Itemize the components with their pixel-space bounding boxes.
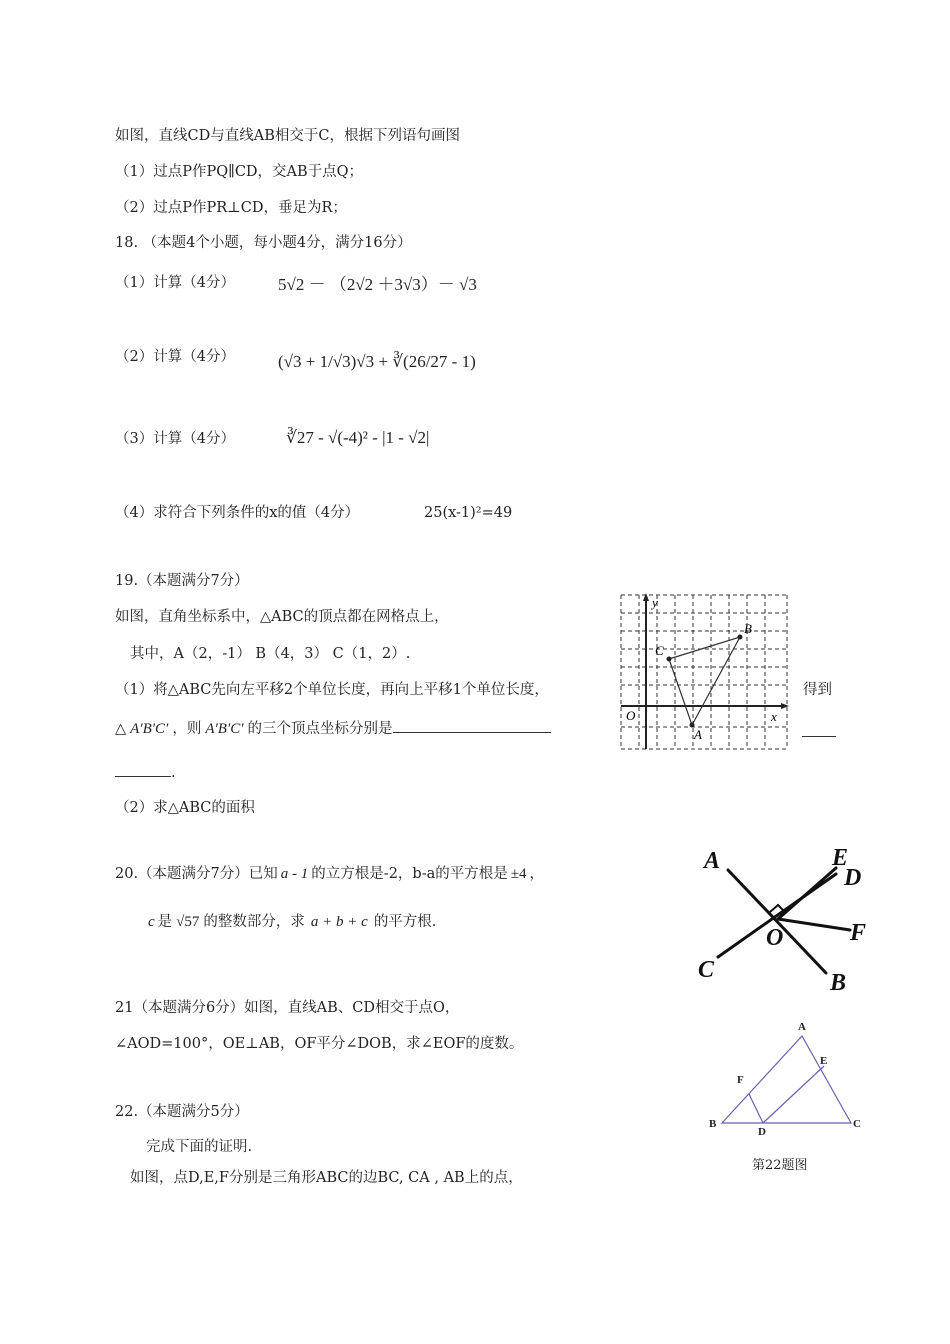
label-d: D (758, 1126, 766, 1138)
q19-line4-then: ，则 (172, 721, 202, 737)
label-o: O (766, 925, 784, 951)
q21-line2: ∠AOD=100°，OE⊥AB，OF平分∠DOB，求∠EOF的度数。 (115, 1036, 524, 1052)
q18-part3-expression: ∛27 - √(-4)² - |1 - √2| (286, 428, 430, 447)
q20-var-c: c (148, 914, 155, 930)
label-b: B (830, 970, 847, 996)
q21-intersecting-lines-figure (690, 840, 890, 1000)
q19-triangle-symbol: △ (115, 721, 127, 737)
origin-label: O (626, 708, 636, 723)
q19-prime-triangle-2: A′B′C′ (205, 721, 244, 737)
q18-part4-label: （4）求符合下列条件的x的值（4分） (115, 505, 360, 521)
q20-sqrt-57: √57 (176, 914, 200, 930)
q20-line1 (115, 864, 544, 884)
label-a: A (694, 727, 702, 742)
q19-line5-period: . (171, 765, 176, 781)
label-c: C (853, 1118, 861, 1130)
label-f: F (850, 920, 867, 946)
label-e: E (832, 845, 849, 871)
q20-line2 (148, 912, 436, 932)
ray-oe (778, 868, 836, 919)
q20-is-text: 是 (157, 914, 173, 930)
segment-df (749, 1094, 763, 1123)
q19-line3-end: 得到 (803, 682, 832, 698)
q19-line6: （2）求△ABC的面积 (115, 800, 255, 816)
q22-figure-caption: 第22题图 (752, 1158, 808, 1173)
q19-answer-blank-2[interactable] (802, 722, 836, 737)
label-c: C (698, 957, 715, 983)
q18-part1-label: （1）计算（4分） (115, 275, 235, 291)
y-axis-arrow-icon (643, 593, 649, 601)
line-ab (728, 870, 826, 973)
q22-line2: 如图，点D,E,F分别是三角形ABC的边BC, CA , AB上的点， (130, 1170, 523, 1186)
q17-intro: 如图，直线CD与直线AB相交于C，根据下列语句画图 (115, 128, 460, 144)
q20-comma: ， (529, 866, 544, 882)
x-axis-arrow-icon (781, 703, 789, 709)
q18-part4-expression: 25(x-1)²=49 (424, 505, 513, 521)
q20-given-text: 20.（本题满分7分）已知 (115, 866, 278, 882)
q18-part2-label: （2）计算（4分） (115, 349, 235, 365)
point-b (738, 635, 743, 640)
label-a: A (798, 1021, 806, 1033)
label-a: A (704, 848, 721, 874)
y-axis-label: y (652, 595, 658, 610)
x-axis-label: x (771, 709, 777, 724)
q18-part3-label: （3）计算（4分） (115, 431, 235, 447)
q20-cube-root-text: 的立方根是-2，b-a的平方根是 (311, 866, 508, 882)
right-angle-marker (770, 905, 785, 912)
q21-line1: 21（本题满分6分）如图，直线AB、CD相交于点O， (115, 1000, 460, 1016)
q20-expr-a-b-c: a + b + c (310, 914, 368, 930)
label-c: C (655, 643, 664, 658)
segment-de (763, 1066, 824, 1123)
q18-header: 18. （本题4个小题，每小题4分，满分16分） (115, 235, 412, 251)
q19-prime-triangle-1: A′B′C′ (130, 721, 169, 737)
q19-answer-blank-1[interactable] (393, 718, 551, 733)
q19-header: 19.（本题满分7分） (115, 573, 249, 589)
label-e: E (820, 1055, 828, 1067)
label-d: D (844, 865, 862, 891)
q20-square-root-text: 的平方根. (373, 914, 437, 930)
label-b: B (709, 1118, 717, 1130)
q17-part1: （1）过点P作PQ∥CD，交AB于点Q； (115, 164, 364, 180)
q20-expr-plus-minus-4: ±4 (510, 866, 527, 882)
label-b: B (744, 621, 752, 636)
q19-coordinate-grid-figure (619, 593, 791, 753)
q18-part1-expression: 5√2 － （2√2 ＋3√3）－ √3 (278, 275, 477, 294)
q22-line1: 完成下面的证明. (146, 1139, 253, 1155)
q19-line5 (115, 762, 176, 783)
q19-line1: 如图，直角坐标系中，△ABC的顶点都在网格点上， (115, 609, 449, 625)
q19-line3: （1）将△ABC先向左平移2个单位长度，再向上平移1个单位长度， (115, 682, 549, 698)
q19-answer-blank-3[interactable] (115, 762, 171, 777)
point-c (667, 657, 672, 662)
q20-expr-a-minus-1: a - 1 (280, 866, 309, 882)
label-f: F (737, 1074, 744, 1086)
q18-part2-expression: (√3 + 1/√3)√3 + ∛(26/27 - 1) (278, 352, 476, 371)
q19-line4-text: 的三个顶点坐标分别是 (247, 721, 393, 737)
q22-header: 22.（本题满分5分） (115, 1104, 249, 1120)
q19-line4 (115, 718, 551, 739)
q17-part2: （2）过点P作PR⊥CD，垂足为R； (115, 200, 347, 216)
q20-integer-part-text: 的整数部分，求 (203, 914, 305, 930)
q22-triangle-figure (706, 1016, 866, 1146)
q19-line2: 其中，A（2，-1） B（4，3） C（1，2）. (130, 646, 411, 662)
ray-of (778, 919, 850, 930)
